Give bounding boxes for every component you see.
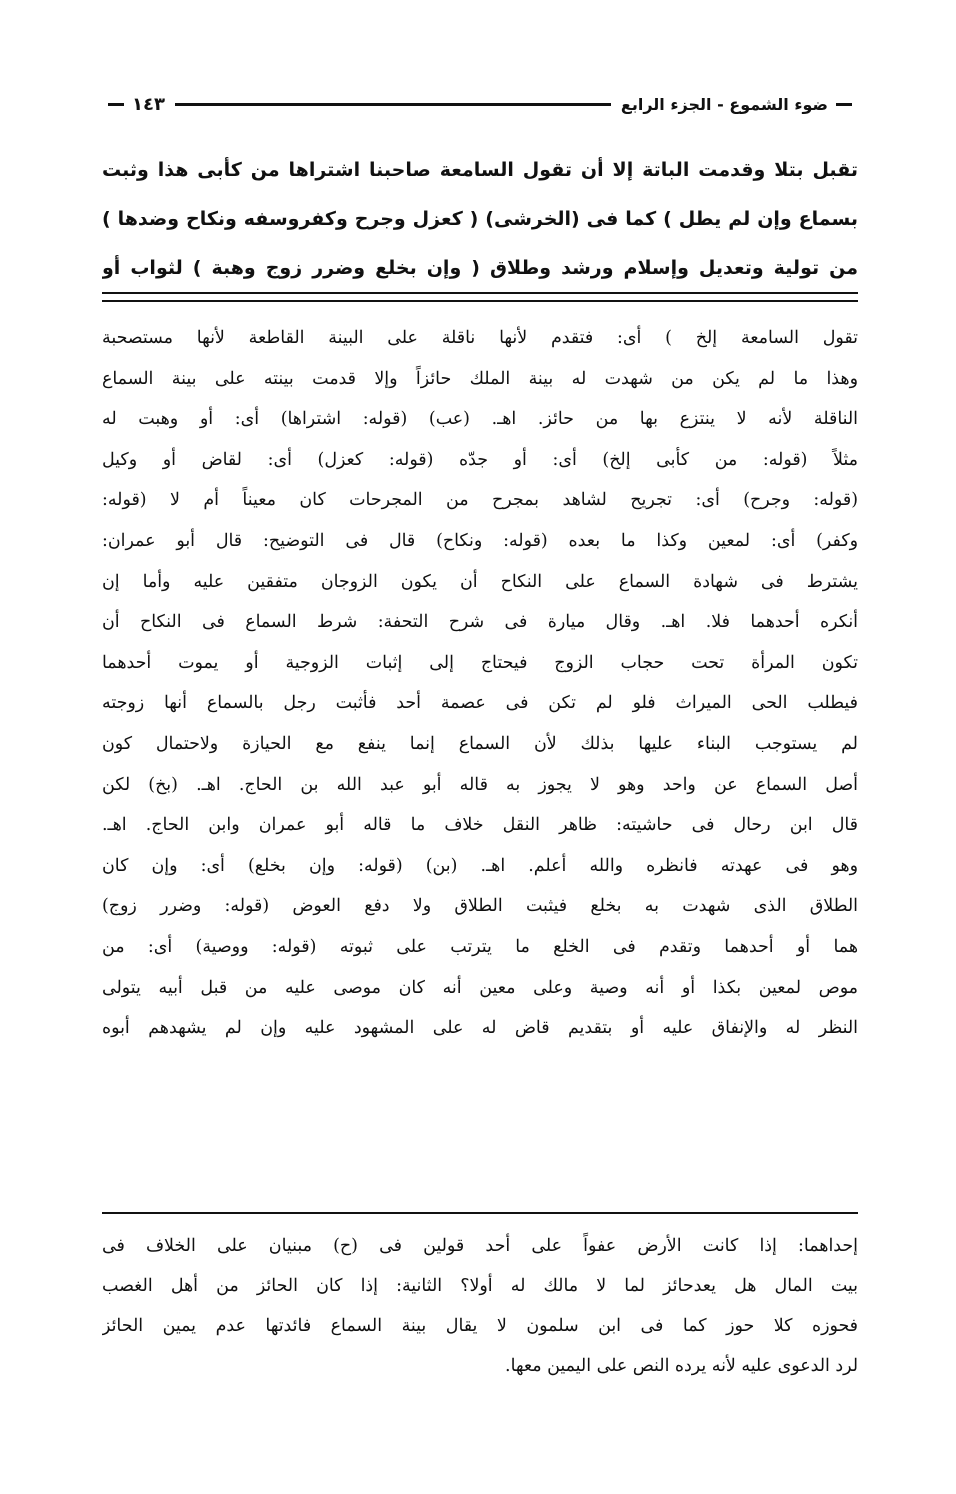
sharh-line: أصل السماع عن واحد وهو لا يجوز به قاله أبو عبد الله بن الحاج. اهـ. (بخ) لكن bbox=[102, 774, 858, 795]
sharh-line: تكون المرأة تحت حجاب الزوج فيحتاج إلى إثبات الزوجية أو يموت أحدهما bbox=[102, 652, 858, 673]
sharh-line: أنكره أحدهما فلا. اهـ. وقال ميارة فى شرح التحفة: شرط السماع فى النكاح أن bbox=[102, 612, 858, 633]
matn-line: بسماع وإن لم يطل ) كما فى (الخرشى) ( كعزل وجرح وكفروسفه ونكاح وضدها ) bbox=[102, 208, 858, 230]
sharh-line: وكفر) أى: لمعين وكذا ما بعده (قوله: ونكاح) قال فى التوضيح: قال أبو عمران: bbox=[102, 530, 858, 551]
header-rule bbox=[175, 103, 611, 106]
sharh-line: النظر له والإنفاق عليه أو بتقديم قاض له على المشهود عليه وإن لم يشهدهم أبوه bbox=[102, 1018, 858, 1039]
running-title: ضوء الشموع - الجزء الرابع bbox=[620, 94, 828, 114]
sharh-line: الطلاق الذى شهدت به بخلع فيثبت الطلاق ولا دفع العوض (قوله: وضرر زوج) bbox=[102, 896, 858, 917]
sharh-line: هما أو أحدهما وتقدم فى الخلع ما يترتب على ثبوته (قوله: ووصية) أى: من bbox=[102, 936, 858, 957]
sharh-line: يشترط فى شهادة السماع على النكاح أن يكون الزوجان متفقين عليه وأما إن bbox=[102, 571, 858, 592]
sharh-line: (قوله: وجرح) أى: تجريح لشاهد بمجرح من المجرحات كان معيناً أم لا (قوله: bbox=[102, 490, 858, 511]
footnote-separator-rule bbox=[102, 1212, 858, 1214]
sharh-text bbox=[102, 318, 858, 1049]
matn-line: تقبل بتلا وقدمت الباتة إلا أن تقول السامعة صاحبنا اشتراها من كأبى هذا وثبت bbox=[102, 159, 858, 181]
footnote-text bbox=[102, 1226, 858, 1386]
sharh-line: وهذا ما لم يكن من شهدت له بينة الملك حائزاً وإلا قدمت بينته على بينة السماع bbox=[102, 368, 858, 389]
page-number: ١٤٣ bbox=[132, 93, 165, 115]
sharh-line: وهو فى عهدته فانظره والله أعلم. اهـ. (بن) (قوله: وإن بخلع) أى: وإن كان bbox=[102, 855, 858, 876]
sharh-line: فيطلب الحى الميراث فلو لم تكن فى عصمة أحد فأثبت رجل بالسماع أنها زوجته bbox=[102, 693, 858, 714]
header-dash-left bbox=[108, 103, 124, 106]
sharh-line: تقول السامعة إلخ ) أى: فتقدم لأنها ناقلة على البينة القاطعة لأنها مستصحبة bbox=[102, 328, 858, 348]
sharh-line: موص لمعين بكذا أو أنه وصية وعلى معين أنه كان موصى عليه من قبل أبيه يتولى bbox=[102, 977, 858, 998]
sharh-line: لم يستوجب البناء عليها بذلك لأن السماع إنما ينفع مع الحيازة ولاحتمال كون bbox=[102, 733, 858, 754]
matn-text bbox=[102, 146, 858, 293]
footnote-line: بيت المال هل يعدحائز لما لا مالك له أولا؟ الثانية: إذا كان الحائز من أهل الغصب bbox=[102, 1276, 858, 1296]
footnote-line: إحداهما: إذا كانت الأرض عفواً على أحد قولين فى (ح) مبنيان على الخلاف فى bbox=[102, 1236, 858, 1256]
matn-separator-rule bbox=[102, 292, 858, 302]
sharh-line: مثلاً (قوله: من كأبى إلخ) أى: أو جدّه (قوله: كعزل) أى: لقاض أو وكيل bbox=[102, 449, 858, 470]
page-header bbox=[100, 84, 860, 124]
matn-line: من تولية وتعديل وإسلام ورشد وطلاق ( وإن بخلع وضرر زوج وهبة ) لثواب أو bbox=[102, 257, 858, 279]
header-dash-right bbox=[836, 103, 852, 106]
sharh-line: قال ابن رحال فى حاشيته: ظاهر النقل خلاف ما قاله أبو عمران وابن الحاج. اهـ. bbox=[102, 815, 858, 836]
footnote-line: لرد الدعوى عليه لأنه يرده النص على اليمين معها. bbox=[505, 1356, 858, 1376]
footnote-line: فحوزه كلا حوز كما فى ابن سلمون لا يقال بينة السماع فائدتها عدم يمين الحائز bbox=[102, 1316, 858, 1336]
sharh-line: الناقلة لأنه لا ينتزع بها من حائز. اهـ. (عب) (قوله: اشتراها) أى: أو وهبت له bbox=[102, 409, 858, 430]
